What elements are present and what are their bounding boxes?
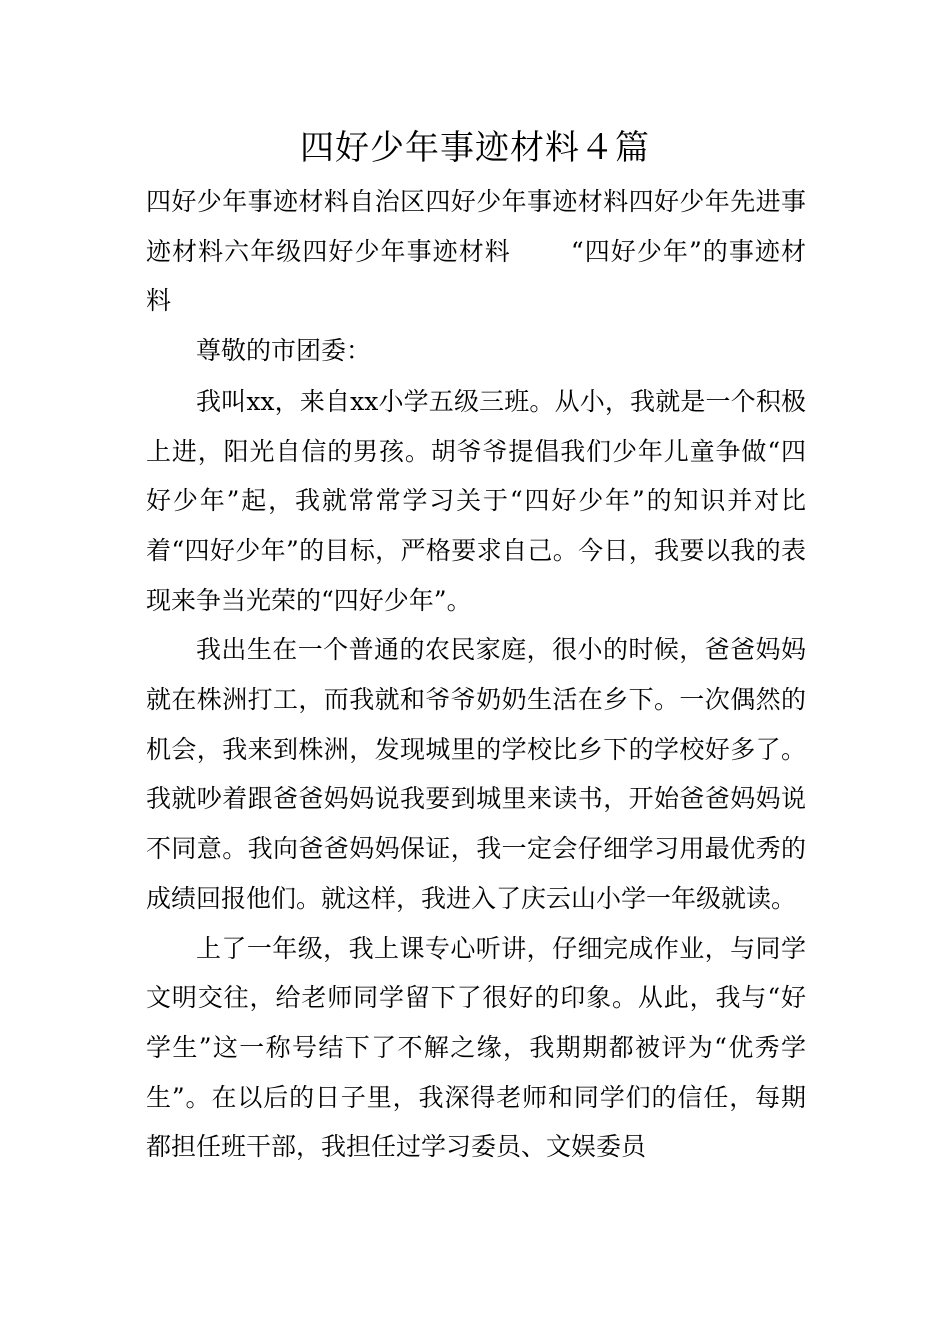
document-title: 四好少年事迹材料４篇 [300, 128, 650, 168]
keywords-paragraph [146, 177, 806, 326]
keywords-text: 四好少年事迹材料自治区四好少年事迹材料四好少年先进事迹材料六年级四好少年事迹材料 [146, 187, 806, 266]
paragraph-3: 上了一年级，我上课专心听讲，仔细完成作业，与同学文明交往，给老师同学留下了很好的印象。从此，我与“好学生”这一称号结下了不解之缘，我期期都被评为“优秀学生”。在以后的日子里，我深得老师和同学们的信任，每期都担任班干部，我担任过学习委员、文娱委员 [146, 933, 806, 1162]
keywords-text-quoted: “四好少年”的事迹材料 [146, 236, 806, 316]
paragraph-2: 我出生在一个普通的农民家庭，很小的时候，爸爸妈妈就在株洲打工，而我就和爷爷奶奶生活在乡下。一次偶然的机会，我来到株洲，发现城里的学校比乡下的学校好多了。我就吵着跟爸爸妈妈说我要到城里来读书，开始爸爸妈妈说不同意。我向爸爸妈妈保证，我一定会仔细学习用最优秀的成绩回报他们。就这样，我进入了庆云山小学一年级就读。 [146, 635, 806, 913]
salutation: 尊敬的市团委： [196, 336, 372, 366]
document-body [146, 177, 806, 1172]
paragraph-1: 我叫xx，来自xx小学五级三班。从小，我就是一个积极上进，阳光自信的男孩。胡爷爷提倡我们少年儿童争做“四好少年”起，我就常常学习关于“四好少年”的知识并对比着“四好少年”的目标，严格要求自己。今日，我要以我的表现来争当光荣的“四好少年”。 [146, 386, 806, 615]
